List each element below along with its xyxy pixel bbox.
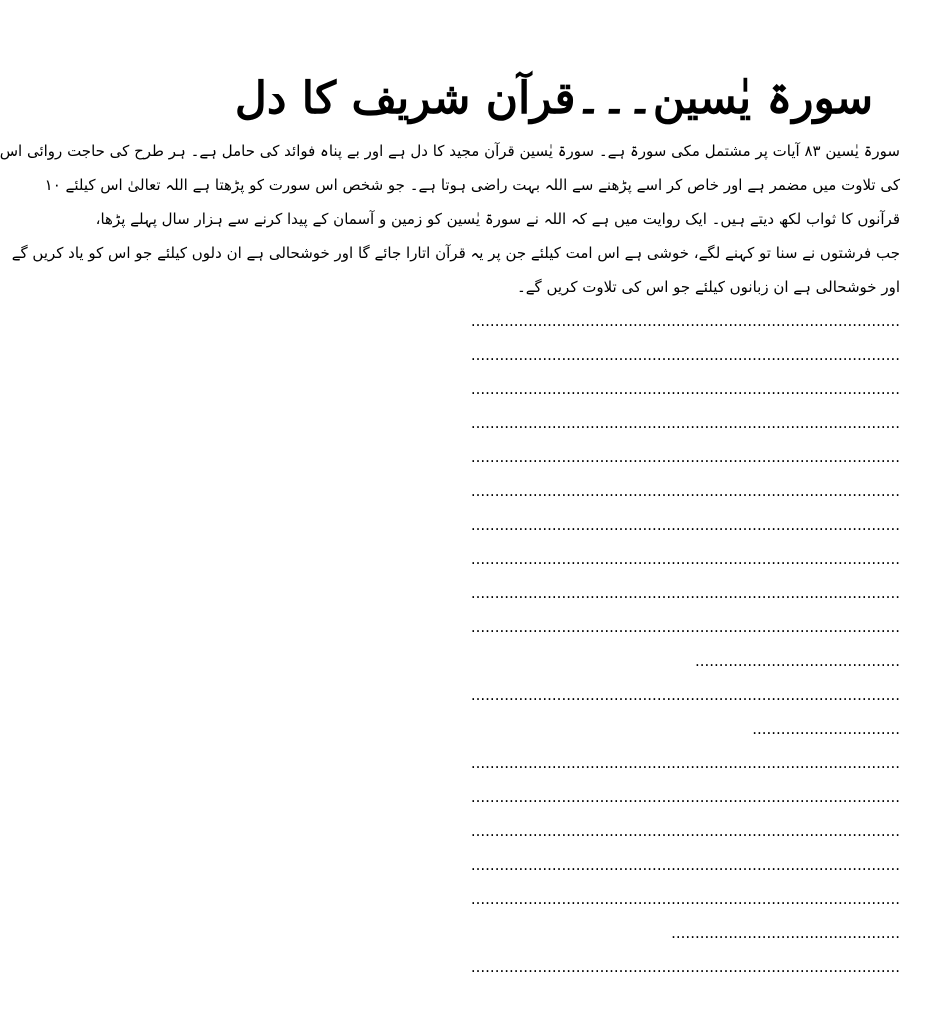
text-line: سورۃ یٰسین ۸۳ آیات پر مشتمل مکی سورۃ ہے۔ سورۃ یٰسین قرآن مجید کا دل ہے اور بے پناہ فوائد کی حامل ہے۔ ہر طرح کی حاجت روائی اس: [0, 142, 900, 160]
paragraph: [208, 678, 900, 746]
paragraph: [0, 134, 900, 304]
text-line: ..........................................................................................: [470, 584, 900, 602]
text-line: ...........................................: [694, 652, 900, 670]
text-line: ................................................: [671, 924, 900, 942]
text-line: ..........................................................................................: [470, 856, 900, 874]
text-line: ..........................................................................................: [470, 788, 900, 806]
paragraph: [208, 304, 900, 678]
text-line: ..........................................................................................: [470, 448, 900, 466]
text-line: ..........................................................................................: [470, 618, 900, 636]
text-line: کی تلاوت میں مضمر ہے اور خاص کر اسے پڑھنے سے اللہ بہت راضی ہوتا ہے۔ جو شخص اس سورت کو پڑھتا ہے اللہ تعالیٰ اس کیلئے ۱۰: [44, 176, 900, 194]
page-title: سورۃ یٰسین۔۔۔قرآن شریف کا دل: [234, 73, 874, 124]
text-line: ..........................................................................................: [470, 822, 900, 840]
text-line: قرآنوں کا ثواب لکھ دیتے ہیں۔ ایک روایت میں ہے کہ اللہ نے سورۃ یٰسین کو زمین و آسمان کے پیدا کرنے سے ہزار سال پہلے پڑھا،: [95, 210, 900, 228]
paragraph: [208, 950, 900, 984]
text-line: ...............................: [752, 720, 900, 738]
text-line: ..........................................................................................: [470, 958, 900, 976]
text-line: اور خوشحالی ہے ان زبانوں کیلئے جو اس کی تلاوت کریں گے۔: [516, 278, 900, 296]
document-body: [0, 134, 900, 984]
text-line: ..........................................................................................: [470, 414, 900, 432]
text-line: ..........................................................................................: [470, 516, 900, 534]
text-line: ..........................................................................................: [470, 550, 900, 568]
text-line: ..........................................................................................: [470, 686, 900, 704]
text-line: جب فرشتوں نے سنا تو کہنے لگے، خوشی ہے اس امت کیلئے جن پر یہ قرآن اتارا جائے گا اور خوشحالی ہے ان دلوں کیلئے جو اس کو یاد کریں گے: [11, 244, 900, 262]
text-line: ..........................................................................................: [470, 482, 900, 500]
paragraph: [208, 746, 900, 950]
text-line: ..........................................................................................: [470, 754, 900, 772]
text-line: ..........................................................................................: [470, 380, 900, 398]
text-line: ..........................................................................................: [470, 890, 900, 908]
text-line: ..........................................................................................: [470, 346, 900, 364]
text-line: ..........................................................................................: [470, 312, 900, 330]
